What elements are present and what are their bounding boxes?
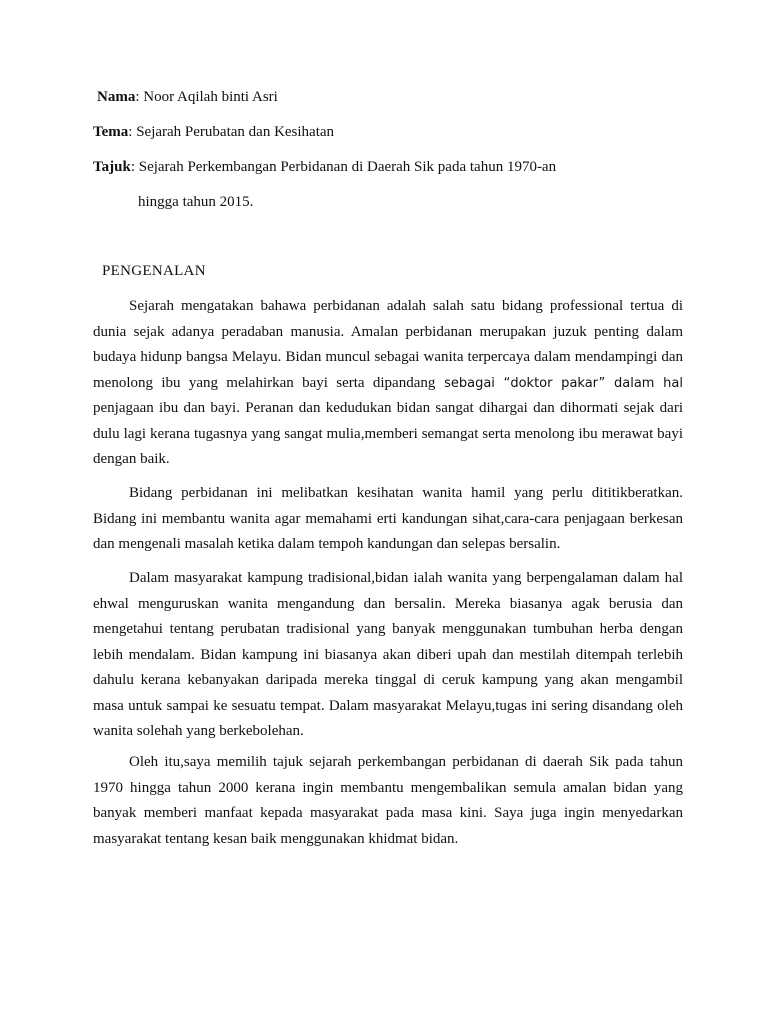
paragraph-1-part-a: Sejarah mengatakan bahawa perbidanan adalah salah satu bidang professional tertua di dunia sejak adanya peradaban manusia. Amalan perbidanan merupakan juzuk penting dalam budaya hidunp bangsa Melayu. Bidan muncul sebagai wanita terpercaya dalam mendampingi dan menolong ibu yang melahirkan bayi serta dipandang (93, 298, 683, 391)
paragraph-3: Dalam masyarakat kampung tradisional,bidan ialah wanita yang berpengalaman dalam hal ehwal menguruskan wanita mengandung dan bersalin. Mereka biasanya agak berusia dan mengetahui tentang perubatan tradisional yang banyak menggunakan tumbuhan herba dengan lebih mendalam. Bidan kampung ini biasanya akan diberi upah dan mestilah ditempah terlebih dahulu kerana kebanyakan daripada mereka tinggal di ceruk kampung yang akan mengambil masa untuk sampai ke sesuatu tempat. Dalam masyarakat Melayu,tugas ini sering disandang oleh wanita solehah yang berkebolehan. (93, 570, 683, 739)
paragraph-1 (93, 294, 683, 473)
section-heading: PENGENALAN (102, 263, 206, 279)
paragraph-4: Oleh itu,saya memilih tajuk sejarah perkembangan perbidanan di daerah Sik pada tahun 1970 hingga tahun 2000 kerana ingin membantu mengembalikan semula amalan bidan yang banyak memberi manfaat kepada masyarakat pada masa kini. Saya juga ingin menyedarkan masyarakat tentang kesan baik menggunakan khidmat bidan. (93, 754, 683, 847)
tema-label: Tema (93, 124, 129, 140)
tema-value: : Sejarah Perubatan dan Kesihatan (128, 124, 335, 140)
tajuk-continuation: hingga tahun 2015. (138, 194, 254, 210)
paragraph-1-part-c: penjagaan ibu dan bayi. Peranan dan kedudukan bidan sangat dihargai dan dihormati sejak dari dulu lagi kerana tugasnya yang sangat mulia,memberi semangat serta menolong ibu merawat bayi dengan baik. (93, 400, 683, 467)
nama-line (97, 88, 278, 106)
tema-line (93, 123, 334, 141)
paragraph-2: Bidang perbidanan ini melibatkan kesihatan wanita hamil yang perlu dititikberatkan. Bidang ini membantu wanita agar memahami erti kandungan sihat,cara-cara penjagaan berkesan dan mengenali masalah ketika dalam tempoh kandungan dan selepas bersalin. (93, 485, 683, 552)
tajuk-value: : Sejarah Perkembangan Perbidanan di Daerah Sik pada tahun 1970-an (130, 159, 557, 175)
nama-value: : Noor Aqilah binti Asri (135, 89, 278, 105)
tajuk-line (93, 158, 556, 176)
paragraph-1-part-b: sebagai “doktor pakar” dalam hal (435, 375, 683, 391)
nama-label: Nama (97, 89, 136, 105)
tajuk-label: Tajuk (93, 159, 131, 175)
